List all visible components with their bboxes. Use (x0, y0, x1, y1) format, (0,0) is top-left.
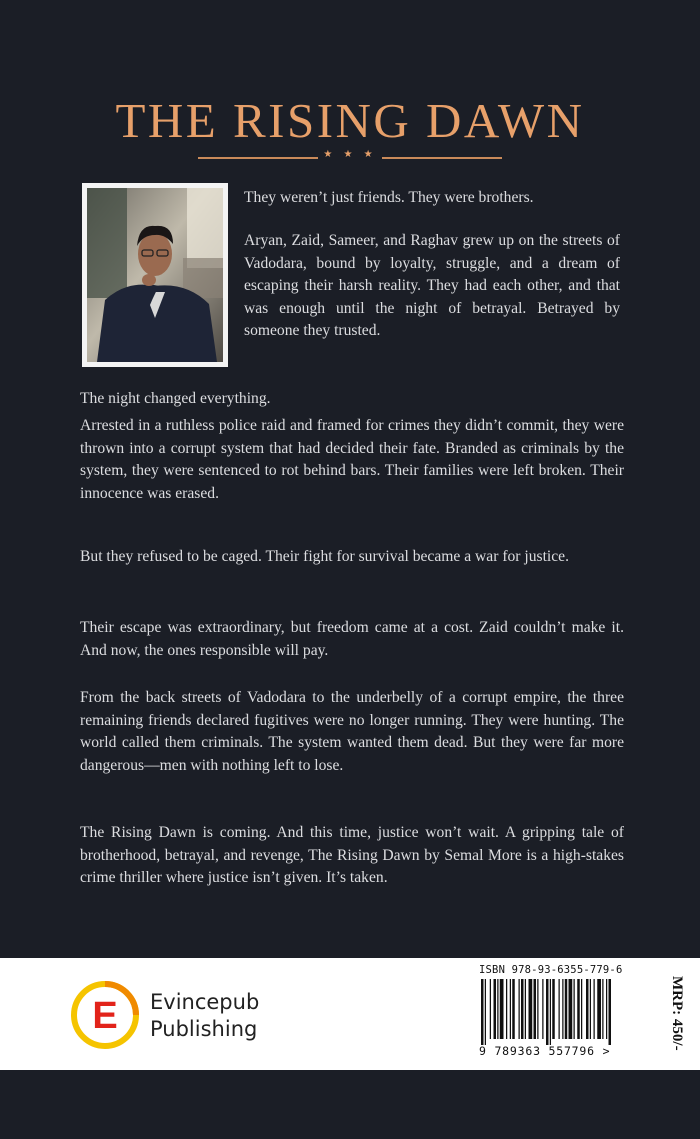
barcode-bar (521, 979, 524, 1039)
barcode-bar (597, 979, 601, 1039)
title-ornament (198, 151, 502, 165)
blurb-paragraph: From the back streets of Vadodara to the underbelly of a corrupt empire, the three remaining friends declared fugitives were no longer running. They were hunting. The world called them criminals. The system wanted them dead. But they were far more dangerous—men with nothing left to lose. (80, 689, 624, 774)
barcode-bar (525, 979, 526, 1039)
barcode-bar (542, 979, 543, 1039)
barcode-bar (602, 979, 603, 1039)
barcode-bar (586, 979, 589, 1039)
barcode-bar (500, 979, 504, 1039)
publisher-sub: Publishing (150, 1017, 258, 1041)
barcode-bar (581, 979, 582, 1039)
barcode-bars (479, 979, 675, 1045)
barcode-area (479, 964, 691, 1066)
barcode-bar (552, 979, 555, 1039)
barcode-bar (565, 979, 568, 1039)
barcode-bar (550, 979, 551, 1045)
barcode-bar (497, 979, 498, 1039)
barcode-bar (569, 979, 573, 1039)
author-photo (82, 183, 228, 367)
barcode-bar (594, 979, 595, 1039)
barcode-bar (577, 979, 580, 1039)
barcode-bar (519, 979, 520, 1039)
blurb-paragraph: Aryan, Zaid, Sameer, and Raghav grew up on the streets of Vadodara, bound by loyalty, struggle, and a dream of escaping their harsh reality. They had each other, and that was enough until the night of betrayal. Betrayed by someone they trusted. (244, 232, 620, 340)
barcode-bar (529, 979, 533, 1039)
barcode-bar (546, 979, 549, 1045)
isbn-label: ISBN 978-93-6355-779-6 (479, 964, 623, 976)
barcode-bar (559, 979, 560, 1039)
ornament-line-left (198, 157, 318, 159)
barcode-bar (490, 979, 491, 1039)
blurb-paragraph: The night changed everything. (80, 390, 271, 407)
mrp-label: MRP: 450/- (669, 976, 685, 1051)
barcode-bar (590, 979, 591, 1039)
barcode-bar (562, 979, 563, 1039)
blurb-paragraph: But they refused to be caged. Their fight for survival became a war for justice. (80, 548, 570, 565)
blurb-paragraph: Arrested in a ruthless police raid and framed for crimes they didn’t commit, they were thrown into a corrupt system that had decided their fate. Branded as criminals by the system, they were sentenced to rot behind bars. Their families were left broken. Their innocence was erased. (80, 417, 624, 502)
blurb-paragraph: The Rising Dawn is coming. And this time, justice won’t wait. A gripping tale of brotherhood, betrayal, and revenge, The Rising Dawn by Semal More is a high-stakes crime thriller where justice isn’t given. It’s taken. (80, 824, 624, 887)
star-icons: ★ ★ ★ (323, 149, 377, 160)
cover-footer (0, 958, 700, 1070)
publisher-logo-icon (70, 980, 142, 1050)
barcode-bar (609, 979, 612, 1045)
barcode-bar (494, 979, 497, 1039)
barcode-bar (510, 979, 511, 1039)
ornament-line-right (382, 157, 502, 159)
barcode-bar (534, 979, 537, 1039)
publisher-logo (70, 980, 270, 1050)
blurb-paragraph: They weren’t just friends. They were brothers. (244, 189, 534, 206)
barcode-bar (606, 979, 607, 1039)
svg-text:E: E (92, 995, 118, 1037)
blurb-paragraph: Their escape was extraordinary, but freedom came at a cost. Zaid couldn’t make it. And now, the ones responsible will pay. (80, 619, 624, 659)
publisher-name: Evincepub (150, 990, 260, 1014)
barcode-bar (512, 979, 515, 1039)
barcode-bar (537, 979, 538, 1039)
author-photo-image (87, 188, 223, 362)
barcode-bar (506, 979, 507, 1039)
barcode-bar (481, 979, 484, 1045)
barcode-digits: 9 789363 557796 > (479, 1044, 611, 1058)
book-title: THE RISING DAWN (115, 93, 585, 148)
barcode-bar (485, 979, 486, 1045)
barcode-bar (574, 979, 575, 1039)
